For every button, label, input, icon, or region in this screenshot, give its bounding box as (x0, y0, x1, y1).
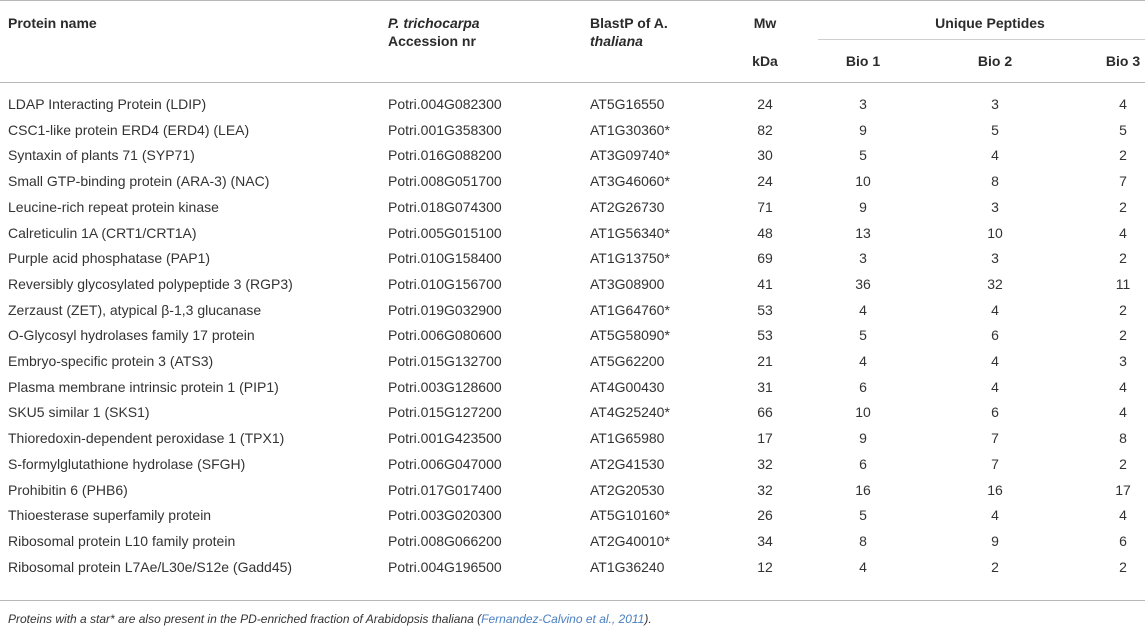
blastp-cell: AT3G46060* (590, 173, 670, 190)
bio2-cell: 4 (991, 147, 999, 164)
protein-name-cell: Prohibitin 6 (PHB6) (8, 481, 128, 498)
bio3-cell: 2 (1119, 558, 1127, 575)
bio1-cell: 10 (855, 173, 871, 190)
table-row (0, 399, 1145, 425)
accession-cell: Potri.010G158400 (388, 250, 502, 267)
mw-cell: 26 (757, 507, 773, 524)
bio1-cell: 3 (859, 96, 867, 112)
bio3-cell: 5 (1119, 121, 1127, 138)
accession-cell: Potri.008G066200 (388, 532, 502, 549)
mw-cell: 53 (757, 327, 773, 344)
mw-cell: 24 (757, 96, 773, 112)
bio3-cell: 4 (1119, 507, 1127, 524)
mw-cell: 32 (757, 455, 773, 472)
accession-cell: Potri.001G358300 (388, 121, 502, 138)
bio3-cell: 7 (1119, 173, 1127, 190)
accession-cell: Potri.010G156700 (388, 275, 502, 292)
bio2-cell: 32 (987, 275, 1003, 292)
bio3-cell: 2 (1119, 250, 1127, 267)
accession-cell: Potri.003G020300 (388, 507, 502, 524)
header-bio2: Bio 2 (977, 53, 1013, 69)
blastp-cell: AT2G26730 (590, 198, 665, 215)
mw-cell: 24 (757, 173, 773, 190)
mw-cell: 66 (757, 404, 773, 421)
bio2-cell: 4 (991, 378, 999, 395)
table-row (0, 194, 1145, 220)
unique-peptides-rule (818, 39, 1145, 40)
protein-name-cell: S-formylglutathione hydrolase (SFGH) (8, 455, 246, 472)
table-row (0, 91, 1145, 117)
accession-cell: Potri.004G196500 (388, 558, 502, 575)
bio2-cell: 3 (991, 96, 999, 112)
protein-name-cell: Syntaxin of plants 71 (SYP71) (8, 147, 195, 164)
bio2-cell: 7 (991, 430, 999, 447)
bio2-cell: 6 (991, 327, 999, 344)
blastp-cell: AT1G30360* (590, 121, 670, 138)
accession-cell: Potri.015G132700 (388, 353, 502, 369)
bio2-cell: 4 (991, 301, 999, 318)
protein-name-cell: Embryo-specific protein 3 (ATS3) (8, 353, 214, 369)
bio1-cell: 16 (855, 481, 871, 498)
blastp-cell: AT2G41530 (590, 455, 665, 472)
bio1-cell: 9 (859, 430, 867, 447)
mw-cell: 31 (757, 378, 773, 395)
bio2-cell: 9 (991, 532, 999, 549)
blastp-cell: AT3G09740* (590, 147, 670, 164)
blastp-cell: AT5G10160* (590, 507, 670, 524)
bio1-cell: 9 (859, 121, 867, 138)
footnote-text: Proteins with a star* are also present in the PD-enriched fraction of Arabidopsis thaliana ( (8, 612, 482, 626)
bio2-cell: 7 (991, 455, 999, 472)
header-blastp (590, 14, 668, 50)
table-top-rule (0, 0, 1145, 1)
bio3-cell: 2 (1119, 327, 1127, 344)
protein-name-cell: LDAP Interacting Protein (LDIP) (8, 96, 207, 112)
mw-cell: 53 (757, 301, 773, 318)
table-row (0, 451, 1145, 477)
header-blastp-line1: BlastP of A. (590, 15, 668, 31)
blastp-cell: AT1G64760* (590, 301, 670, 318)
blastp-cell: AT2G40010* (590, 532, 670, 549)
accession-cell: Potri.008G051700 (388, 173, 502, 190)
bio2-cell: 16 (987, 481, 1003, 498)
bio2-cell: 8 (991, 173, 999, 190)
bio1-cell: 9 (859, 198, 867, 215)
accession-cell: Potri.006G047000 (388, 455, 502, 472)
bio2-cell: 5 (991, 121, 999, 138)
header-protein-name: Protein name (8, 15, 97, 31)
bio1-cell: 5 (859, 327, 867, 344)
header-unique-peptides: Unique Peptides (935, 15, 1045, 31)
bio3-cell: 4 (1119, 224, 1127, 241)
protein-name-cell: Ribosomal protein L7Ae/L30e/S12e (Gadd45) (8, 558, 293, 575)
protein-name-cell: CSC1-like protein ERD4 (ERD4) (LEA) (8, 121, 250, 138)
table-row (0, 348, 1145, 374)
table-row (0, 322, 1145, 348)
footnote-end: ). (644, 612, 652, 626)
table-row (0, 477, 1145, 503)
header-bio3: Bio 3 (1105, 53, 1141, 69)
bio1-cell: 6 (859, 455, 867, 472)
accession-cell: Potri.018G074300 (388, 198, 502, 215)
bio2-cell: 4 (991, 507, 999, 524)
table-footnote (8, 612, 652, 626)
header-blastp-line2: thaliana (590, 33, 643, 49)
bio3-cell: 4 (1119, 96, 1127, 112)
mw-cell: 30 (757, 147, 773, 164)
mw-cell: 48 (757, 224, 773, 241)
accession-cell: Potri.005G015100 (388, 224, 502, 241)
accession-cell: Potri.003G128600 (388, 378, 502, 395)
bio2-cell: 3 (991, 250, 999, 267)
bio1-cell: 13 (855, 224, 871, 241)
bio1-cell: 4 (859, 353, 867, 369)
bio1-cell: 4 (859, 301, 867, 318)
mw-cell: 34 (757, 532, 773, 549)
table-row (0, 168, 1145, 194)
bio1-cell: 6 (859, 378, 867, 395)
header-mw: Mw (753, 15, 777, 31)
table-row (0, 554, 1145, 580)
bio3-cell: 2 (1119, 198, 1127, 215)
blastp-cell: AT5G62200 (590, 353, 665, 369)
bio1-cell: 3 (859, 250, 867, 267)
bio3-cell: 2 (1119, 301, 1127, 318)
table-row (0, 374, 1145, 400)
accession-cell: Potri.015G127200 (388, 404, 502, 421)
table-row (0, 425, 1145, 451)
bio1-cell: 36 (855, 275, 871, 292)
header-accession-species: P. trichocarpa (388, 15, 480, 31)
accession-cell: Potri.004G082300 (388, 96, 502, 112)
table-bottom-rule (0, 600, 1145, 601)
header-bottom-rule (0, 82, 1145, 83)
bio3-cell: 4 (1119, 404, 1127, 421)
mw-cell: 17 (757, 430, 773, 447)
bio3-cell: 3 (1119, 353, 1127, 369)
protein-name-cell: Reversibly glycosylated polypeptide 3 (RGP3) (8, 275, 293, 292)
protein-name-cell: SKU5 similar 1 (SKS1) (8, 404, 150, 421)
protein-name-cell: Leucine-rich repeat protein kinase (8, 198, 219, 215)
bio2-cell: 3 (991, 198, 999, 215)
accession-cell: Potri.016G088200 (388, 147, 502, 164)
footnote-reference-link[interactable]: Fernandez-Calvino et al., 2011 (481, 612, 645, 626)
bio1-cell: 4 (859, 558, 867, 575)
protein-name-cell: Thioredoxin-dependent peroxidase 1 (TPX1) (8, 430, 285, 447)
protein-name-cell: Purple acid phosphatase (PAP1) (8, 250, 211, 267)
bio1-cell: 5 (859, 147, 867, 164)
blastp-cell: AT1G36240 (590, 558, 665, 575)
blastp-cell: AT5G16550 (590, 96, 665, 112)
bio3-cell: 4 (1119, 378, 1127, 395)
bio3-cell: 6 (1119, 532, 1127, 549)
bio2-cell: 4 (991, 353, 999, 369)
blastp-cell: AT1G13750* (590, 250, 670, 267)
blastp-cell: AT2G20530 (590, 481, 665, 498)
bio1-cell: 8 (859, 532, 867, 549)
blastp-cell: AT1G56340* (590, 224, 670, 241)
table-row (0, 142, 1145, 168)
blastp-cell: AT4G00430 (590, 378, 665, 395)
table-row (0, 528, 1145, 554)
blastp-cell: AT4G25240* (590, 404, 670, 421)
mw-cell: 69 (757, 250, 773, 267)
table-row (0, 271, 1145, 297)
protein-name-cell: O-Glycosyl hydrolases family 17 protein (8, 327, 255, 344)
protein-name-cell: Small GTP-binding protein (ARA-3) (NAC) (8, 173, 270, 190)
protein-name-cell: Thioesterase superfamily protein (8, 507, 212, 524)
protein-name-cell: Zerzaust (ZET), atypical β-1,3 glucanase (8, 301, 262, 318)
table-row (0, 502, 1145, 528)
accession-cell: Potri.006G080600 (388, 327, 502, 344)
blastp-cell: AT3G08900 (590, 275, 665, 292)
bio3-cell: 8 (1119, 430, 1127, 447)
bio2-cell: 6 (991, 404, 999, 421)
bio3-cell: 2 (1119, 147, 1127, 164)
header-kda: kDa (752, 53, 778, 69)
blastp-cell: AT5G58090* (590, 327, 670, 344)
header-accession-nr: Accession nr (388, 33, 476, 49)
bio2-cell: 10 (987, 224, 1003, 241)
table-row (0, 220, 1145, 246)
protein-name-cell: Calreticulin 1A (CRT1/CRT1A) (8, 224, 197, 241)
accession-cell: Potri.001G423500 (388, 430, 502, 447)
bio3-cell: 11 (1115, 275, 1131, 292)
accession-cell: Potri.019G032900 (388, 301, 502, 318)
mw-cell: 12 (757, 558, 773, 575)
bio1-cell: 5 (859, 507, 867, 524)
bio3-cell: 2 (1119, 455, 1127, 472)
protein-name-cell: Plasma membrane intrinsic protein 1 (PIP1) (8, 378, 279, 395)
bio2-cell: 2 (991, 558, 999, 575)
mw-cell: 82 (757, 121, 773, 138)
mw-cell: 41 (757, 275, 773, 292)
mw-cell: 71 (757, 198, 773, 215)
table-row (0, 245, 1145, 271)
mw-cell: 32 (757, 481, 773, 498)
bio3-cell: 17 (1115, 481, 1131, 498)
table-row (0, 117, 1145, 143)
accession-cell: Potri.017G017400 (388, 481, 502, 498)
header-bio1: Bio 1 (845, 53, 881, 69)
header-accession (388, 14, 480, 50)
blastp-cell: AT1G65980 (590, 430, 665, 447)
protein-name-cell: Ribosomal protein L10 family protein (8, 532, 236, 549)
mw-cell: 21 (757, 353, 773, 369)
table-row (0, 297, 1145, 323)
bio1-cell: 10 (855, 404, 871, 421)
